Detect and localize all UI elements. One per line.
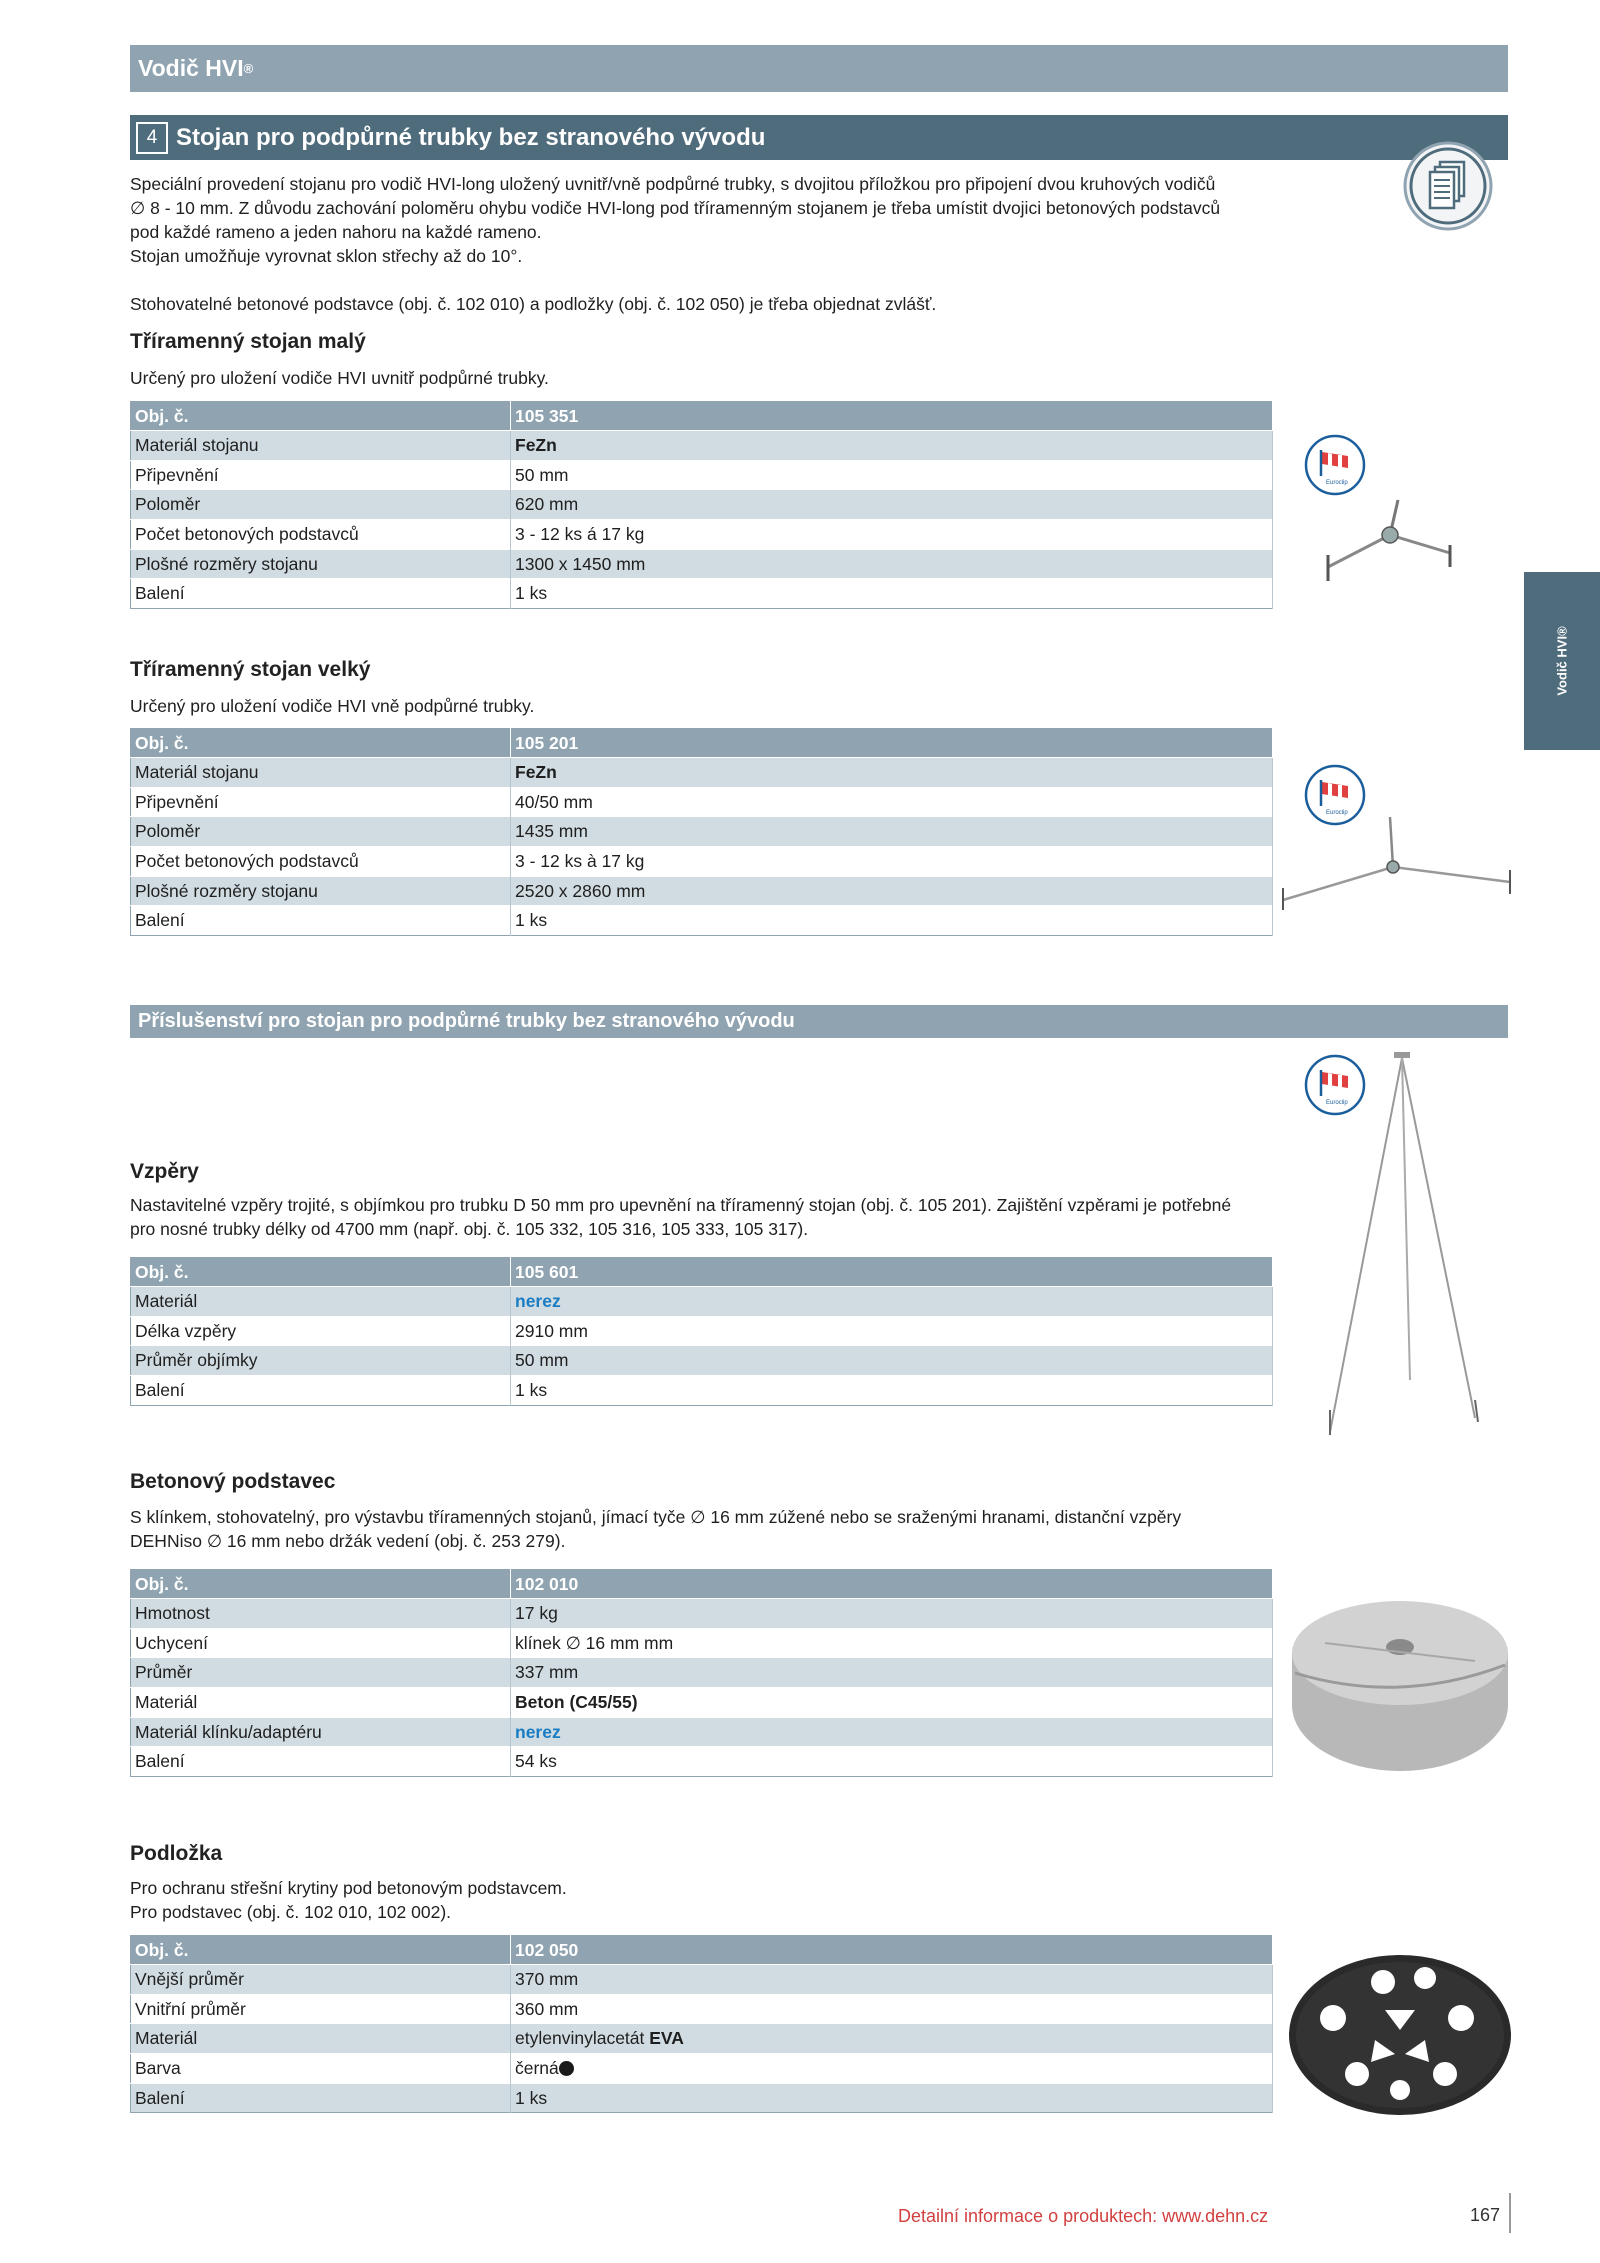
table-cell: Balení: [131, 1376, 511, 1406]
table-cell: 1435 mm: [511, 817, 1273, 847]
table-header-cell: 102 050: [511, 1936, 1273, 1965]
large-tripod-desc: Určený pro uložení vodiče HVI vně podpůrné trubky.: [130, 696, 535, 716]
table-cell: 2520 x 2860 mm: [511, 876, 1273, 906]
table-row: [131, 2054, 1273, 2084]
base-title: Betonový podstavec: [130, 1470, 336, 1493]
table-cell: Připevnění: [131, 787, 511, 817]
small-tripod-table: [130, 401, 1273, 609]
table-row: [131, 876, 1273, 906]
table-cell: 1 ks: [511, 1376, 1273, 1406]
side-tab-label: Vodič HVI®: [1554, 626, 1570, 696]
table-cell: Uchycení: [131, 1628, 511, 1658]
table-cell: FeZn: [511, 431, 1273, 461]
registered-mark: ®: [243, 61, 254, 76]
material-bold-text: EVA: [649, 2028, 684, 2049]
table-cell: Balení: [131, 579, 511, 609]
pad-table: [130, 1935, 1273, 2113]
svg-text:Euroclip: Euroclip: [1326, 810, 1348, 816]
page-separator: [1509, 2193, 1511, 2233]
table-cell: 1 ks: [511, 906, 1273, 936]
table-cell: Hmotnost: [131, 1599, 511, 1629]
table-cell: 1 ks: [511, 579, 1273, 609]
table-cell: 620 mm: [511, 490, 1273, 520]
struts-desc: [130, 1193, 1275, 1241]
table-cell: Balení: [131, 2083, 511, 2113]
chapter-header: [130, 45, 1508, 92]
table-cell: 360 mm: [511, 1994, 1273, 2024]
table-header-row: [131, 402, 1273, 431]
table-cell: nerez: [511, 1717, 1273, 1747]
base-desc-line: DEHNiso ∅ 16 mm nebo držák vedení (obj. č. 253 279).: [130, 1531, 566, 1551]
table-row: [131, 549, 1273, 579]
intro-text: [130, 172, 1275, 316]
table-cell: Beton (C45/55): [511, 1688, 1273, 1718]
base-desc-line: S klínkem, stohovatelný, pro výstavbu tříramenných stojanů, jímací tyče ∅ 16 mm zúžené nebo se sraženými hranami, distanční vzpěry: [130, 1507, 1182, 1527]
material-text: etylenvinylacetát: [515, 2028, 650, 2049]
pad-image: [1285, 1950, 1515, 2120]
table-row: [131, 1717, 1273, 1747]
table-header-cell: 102 010: [511, 1570, 1273, 1599]
table-row: [131, 1376, 1273, 1406]
table-cell: Barva: [131, 2054, 511, 2084]
table-row: [131, 2083, 1273, 2113]
concrete-base-image: [1285, 1595, 1515, 1780]
table-row: [131, 431, 1273, 461]
table-cell: FeZn: [511, 758, 1273, 788]
color-dot-icon: [559, 2061, 574, 2076]
table-cell: 1300 x 1450 mm: [511, 549, 1273, 579]
table-row: [131, 490, 1273, 520]
table-cell: Materiál: [131, 1688, 511, 1718]
large-tripod-image: [1278, 812, 1518, 912]
table-row: [131, 1316, 1273, 1346]
table-cell: Materiál: [131, 2024, 511, 2054]
table-cell: 50 mm: [511, 1346, 1273, 1376]
intro-line: Stojan umožňuje vyrovnat sklon střechy až do 10°.: [130, 246, 523, 266]
table-header-cell: Obj. č.: [131, 1570, 511, 1599]
color-text: černá: [515, 2057, 559, 2078]
base-table: [130, 1569, 1273, 1777]
svg-text:Euroclip: Euroclip: [1326, 480, 1348, 486]
table-header-cell: 105 351: [511, 402, 1273, 431]
table-row: [131, 520, 1273, 550]
table-header-cell: Obj. č.: [131, 729, 511, 758]
table-cell: 337 mm: [511, 1658, 1273, 1688]
struts-desc-line: pro nosné trubky délky od 4700 mm (např. obj. č. 105 332, 105 316, 105 333, 105 317).: [130, 1219, 809, 1239]
table-cell: klínek ∅ 16 mm mm: [511, 1628, 1273, 1658]
struts-desc-line: Nastavitelné vzpěry trojité, s objímkou pro trubku D 50 mm pro upevnění na tříramenný stojan (obj. č. 105 201). Zajištění vzpěrami je potřebné: [130, 1195, 1232, 1215]
table-cell: Balení: [131, 906, 511, 936]
intro-line: Speciální provedení stojanu pro vodič HVI-long uložený uvnitř/vně podpůrné trubky, s dvojitou příložkou pro připojení dvou kruhových vodičů: [130, 174, 1216, 194]
small-tripod-image: [1320, 495, 1455, 595]
accessories-header: Příslušenství pro stojan pro podpůrné trubky bez stranového vývodu: [130, 1005, 1508, 1038]
table-cell: Plošné rozměry stojanu: [131, 876, 511, 906]
table-cell: Materiál klínku/adaptéru: [131, 1717, 511, 1747]
side-chapter-tab[interactable]: [1524, 572, 1600, 750]
table-cell: Vnější průměr: [131, 1965, 511, 1995]
table-cell: nerez: [511, 1287, 1273, 1317]
table-row: [131, 847, 1273, 877]
table-cell: Délka vzpěry: [131, 1316, 511, 1346]
table-cell: 3 - 12 ks à 17 kg: [511, 847, 1273, 877]
table-cell: Průměr: [131, 1658, 511, 1688]
table-row: [131, 2024, 1273, 2054]
struts-title: Vzpěry: [130, 1160, 199, 1183]
table-header-cell: 105 601: [511, 1258, 1273, 1287]
table-cell: Poloměr: [131, 817, 511, 847]
table-header-row: [131, 1570, 1273, 1599]
page-number: 167: [1470, 2205, 1501, 2225]
pad-desc-line: Pro ochranu střešní krytiny pod betonovým podstavcem.: [130, 1878, 567, 1898]
table-cell: Průměr objímky: [131, 1346, 511, 1376]
section-title: Stojan pro podpůrné trubky bez stranového vývodu: [176, 123, 766, 151]
intro-line: ∅ 8 - 10 mm. Z důvodu zachování poloměru ohybu vodiče HVI-long pod tříramenným stojanem je třeba umístit dvojici betonových podstavců: [130, 198, 1221, 218]
footer-link[interactable]: Detailní informace o produktech: www.dehn.cz: [898, 2206, 1269, 2226]
section-header: [130, 115, 1508, 160]
table-cell: Připevnění: [131, 460, 511, 490]
table-row: [131, 817, 1273, 847]
table-cell: Plošné rozměry stojanu: [131, 549, 511, 579]
pad-desc-line: Pro podstavec (obj. č. 102 010, 102 002).: [130, 1902, 452, 1922]
table-cell: 54 ks: [511, 1747, 1273, 1777]
table-cell: 1 ks: [511, 2083, 1273, 2113]
table-row: [131, 579, 1273, 609]
table-row: [131, 906, 1273, 936]
large-tripod-title: Tříramenný stojan velký: [130, 658, 371, 681]
euroclip-badge-icon: [1300, 430, 1380, 500]
table-header-row: [131, 1936, 1273, 1965]
table-row: [131, 460, 1273, 490]
pad-title: Podložka: [130, 1842, 223, 1865]
table-cell: 40/50 mm: [511, 787, 1273, 817]
table-cell: 50 mm: [511, 460, 1273, 490]
table-cell: Počet betonových podstavců: [131, 847, 511, 877]
table-row: [131, 1628, 1273, 1658]
svg-text:Euroclip: Euroclip: [1326, 1100, 1348, 1106]
table-row: [131, 787, 1273, 817]
table-cell: Vnitřní průměr: [131, 1994, 511, 2024]
table-row: [131, 1599, 1273, 1629]
intro-line: Stohovatelné betonové podstavce (obj. č. 102 010) a podložky (obj. č. 102 050) je třeba objednat zvlášť.: [130, 294, 937, 314]
table-row: [131, 758, 1273, 788]
intro-line: pod každé rameno a jeden nahoru na každé rameno.: [130, 222, 542, 242]
table-cell: Poloměr: [131, 490, 511, 520]
table-row: [131, 1346, 1273, 1376]
pad-desc: [130, 1876, 1275, 1924]
chapter-title: Vodič HVI: [138, 55, 244, 81]
table-cell: Balení: [131, 1747, 511, 1777]
section-number: 4: [136, 122, 168, 154]
table-cell: [511, 2024, 1273, 2054]
table-cell: 2910 mm: [511, 1316, 1273, 1346]
table-cell: 17 kg: [511, 1599, 1273, 1629]
table-header-cell: Obj. č.: [131, 402, 511, 431]
table-header-row: [131, 1258, 1273, 1287]
table-row: [131, 1688, 1273, 1718]
small-tripod-desc: Určený pro uložení vodiče HVI uvnitř podpůrné trubky.: [130, 368, 549, 388]
table-header-row: [131, 729, 1273, 758]
table-row: [131, 1658, 1273, 1688]
large-tripod-table: [130, 728, 1273, 936]
struts-table: [130, 1257, 1273, 1406]
table-row: [131, 1287, 1273, 1317]
base-desc: [130, 1505, 1275, 1553]
table-header-cell: Obj. č.: [131, 1258, 511, 1287]
small-tripod-title: Tříramenný stojan malý: [130, 330, 366, 353]
table-row: [131, 1747, 1273, 1777]
catalog-icon[interactable]: [1402, 140, 1494, 232]
table-row: [131, 1994, 1273, 2024]
table-header-cell: Obj. č.: [131, 1936, 511, 1965]
table-cell: Počet betonových podstavců: [131, 520, 511, 550]
table-cell: Materiál stojanu: [131, 758, 511, 788]
table-cell: 370 mm: [511, 1965, 1273, 1995]
table-row: [131, 1965, 1273, 1995]
table-cell: [511, 2054, 1273, 2084]
table-header-cell: 105 201: [511, 729, 1273, 758]
table-cell: 3 - 12 ks á 17 kg: [511, 520, 1273, 550]
table-cell: Materiál: [131, 1287, 511, 1317]
table-cell: Materiál stojanu: [131, 431, 511, 461]
struts-image: [1310, 1050, 1490, 1440]
